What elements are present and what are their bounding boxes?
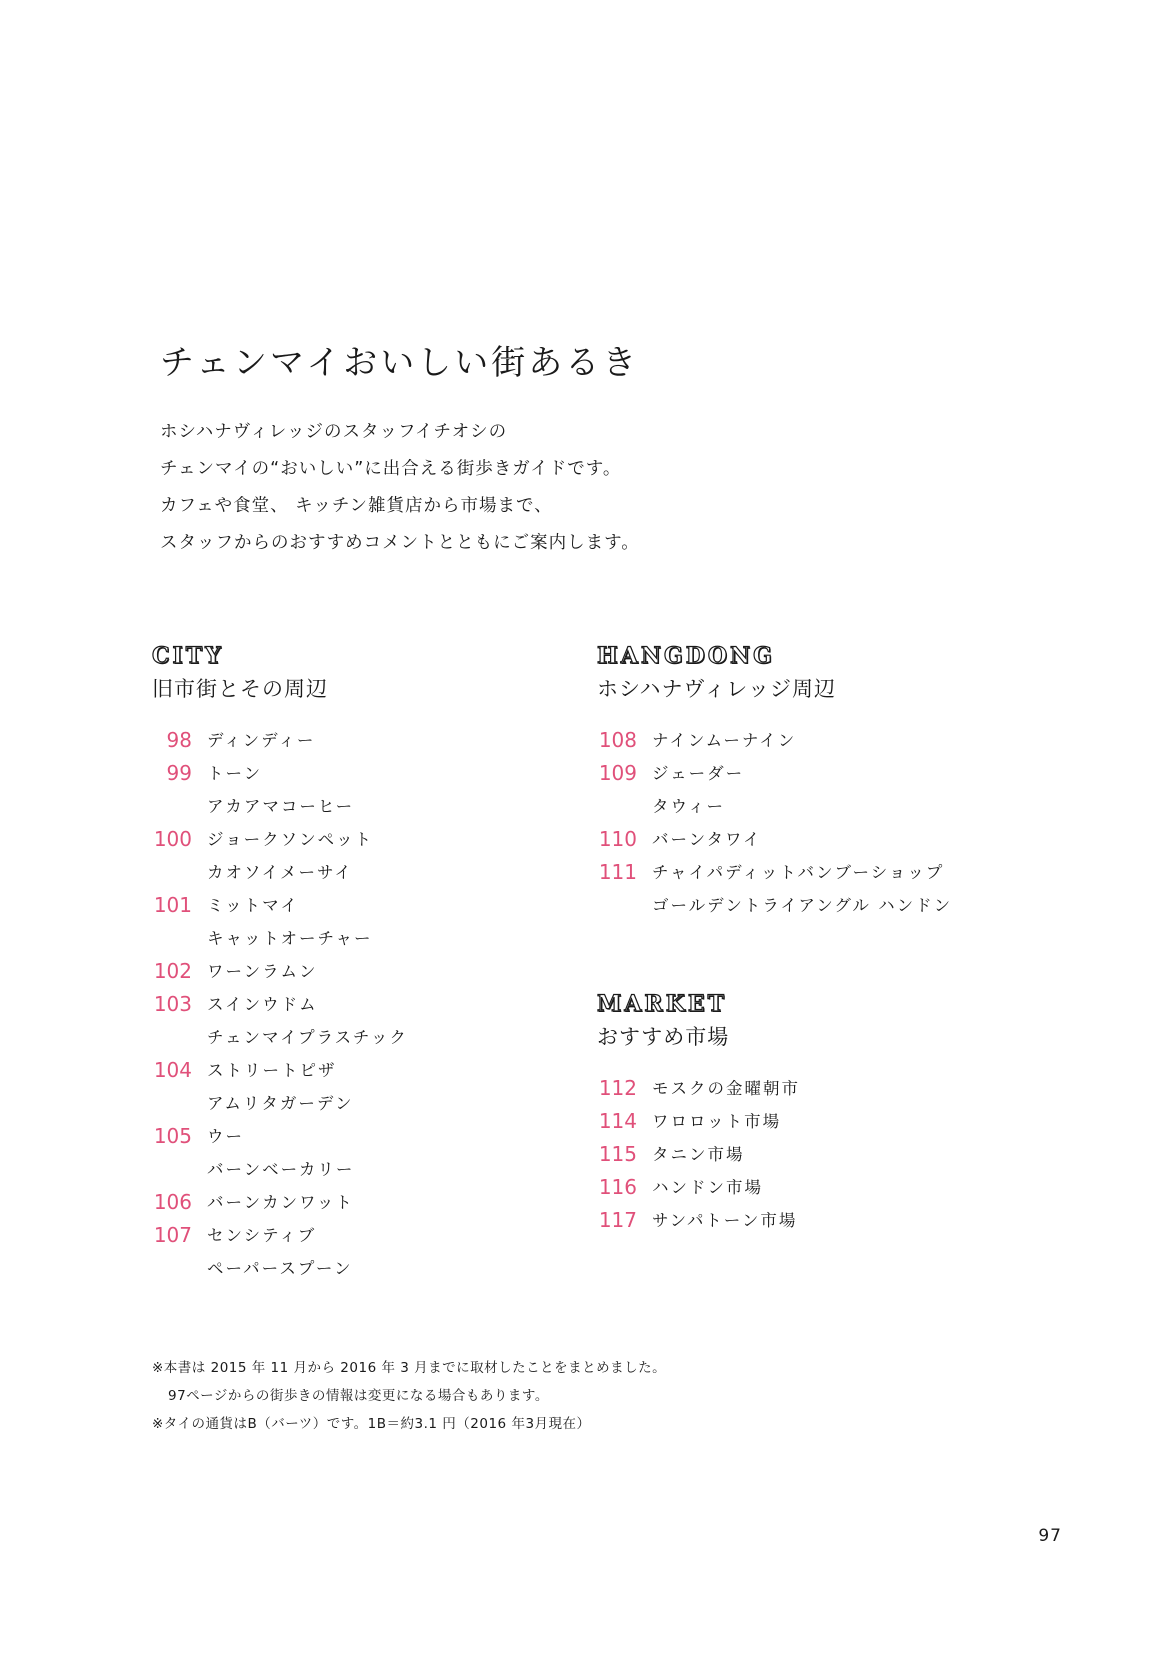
shop-name: スインウドム — [207, 995, 318, 1015]
shop-name: チェンマイプラスチック — [207, 1028, 408, 1048]
list-item — [597, 1138, 800, 1171]
intro-text — [160, 414, 780, 562]
footnote: 97ページからの街歩きの情報は変更になる場合もあります。 — [168, 1388, 549, 1404]
page-ref: 106 — [153, 1190, 192, 1215]
page-ref: 107 — [153, 1223, 192, 1248]
section-label-en: HANGDONG — [597, 643, 775, 669]
shop-name: ゴールデントライアングル ハンドン — [652, 896, 953, 916]
shop-name: カオソイメーサイ — [207, 863, 353, 883]
list-item — [152, 988, 408, 1054]
section-label-ja: ホシハナヴィレッジ周辺 — [597, 677, 837, 701]
shop-name: ミットマイ — [207, 896, 299, 916]
page-ref: 111 — [598, 860, 637, 885]
section-label-en: CITY — [152, 643, 224, 669]
list-item — [152, 757, 408, 823]
intro-line: スタッフからのおすすめコメントとともにご案内します。 — [160, 533, 640, 553]
shop-name: ワロロット市場 — [652, 1112, 782, 1132]
shop-name: ディンディー — [207, 731, 316, 751]
shop-name: ウー — [207, 1127, 244, 1147]
page-ref: 104 — [153, 1058, 192, 1083]
shop-name: キャットオーチャー — [207, 929, 373, 949]
list-item — [152, 1120, 408, 1186]
list-item — [152, 1219, 408, 1285]
page-ref: 98 — [166, 728, 192, 753]
page-title: チェンマイおいしい街あるき — [160, 343, 640, 383]
list-item — [597, 856, 952, 922]
shop-name: サンパトーン市場 — [652, 1211, 798, 1231]
intro-line: カフェや食堂、 キッチン雑貨店から市場まで、 — [160, 496, 553, 516]
page-ref: 114 — [598, 1109, 637, 1134]
shop-name: バーンベーカリー — [207, 1160, 355, 1180]
shop-name: ワーンラムン — [207, 962, 318, 982]
shop-name: チャイパディットバンブーショップ — [652, 863, 945, 883]
shop-name: ジェーダー — [652, 764, 745, 784]
page-ref: 110 — [598, 827, 637, 852]
footnote: ※本書は 2015 年 11 月から 2016 年 3 月までに取材したことをまとめました。 — [152, 1360, 667, 1376]
shop-name: ストリートピザ — [207, 1061, 337, 1081]
list-item — [152, 1054, 408, 1120]
page-ref: 99 — [166, 761, 192, 786]
list-item — [152, 724, 408, 757]
section-city — [152, 645, 408, 1285]
shop-name: アカアマコーヒー — [207, 797, 355, 817]
shop-name: バーンタワイ — [652, 830, 762, 850]
list-item — [152, 955, 408, 988]
page-ref: 105 — [153, 1124, 192, 1149]
page-ref: 100 — [153, 827, 192, 852]
section-label-ja: 旧市街とその周辺 — [152, 677, 328, 701]
list-item — [152, 823, 408, 889]
shop-name: ナインムーナイン — [652, 731, 797, 751]
list-item — [597, 1105, 800, 1138]
list-item — [597, 1072, 800, 1105]
entry-list — [152, 724, 408, 1285]
list-item — [597, 1171, 800, 1204]
footnote: ※タイの通貨はB（バーツ）です。1B＝約3.1 円（2016 年3月現在） — [152, 1416, 591, 1432]
entry-list — [597, 1072, 800, 1237]
section-hangdong — [597, 645, 952, 922]
page-ref: 103 — [153, 992, 192, 1017]
page-ref: 116 — [598, 1175, 637, 1200]
list-item — [597, 757, 952, 823]
shop-name: アムリタガーデン — [207, 1094, 354, 1114]
page-ref: 108 — [598, 728, 637, 753]
shop-name: ペーパースプーン — [207, 1259, 353, 1279]
list-item — [152, 889, 408, 955]
section-label-en: MARKET — [597, 991, 727, 1017]
page-number: 97 — [1038, 1526, 1062, 1546]
page-ref: 112 — [598, 1076, 637, 1101]
shop-name: タニン市場 — [652, 1145, 745, 1165]
shop-name: トーン — [207, 764, 263, 784]
footnotes — [152, 1354, 666, 1438]
list-item — [597, 724, 952, 757]
intro-line: ホシハナヴィレッジのスタッフイチオシの — [160, 422, 508, 442]
list-item — [597, 823, 952, 856]
list-item — [597, 1204, 800, 1237]
shop-name: モスクの金曜朝市 — [652, 1079, 800, 1099]
list-item — [152, 1186, 408, 1219]
section-label-ja: おすすめ市場 — [597, 1025, 730, 1049]
shop-name: ジョークソンペット — [207, 830, 374, 850]
intro-line: チェンマイの“おいしい”に出合える街歩きガイドです。 — [160, 459, 622, 479]
shop-name: バーンカンワット — [207, 1193, 354, 1213]
entry-list — [597, 724, 952, 922]
shop-name: タウィー — [652, 797, 726, 817]
shop-name: ハンドン市場 — [652, 1178, 763, 1198]
page-ref: 109 — [598, 761, 637, 786]
page-ref: 115 — [598, 1142, 637, 1167]
page-ref: 102 — [153, 959, 192, 984]
shop-name: センシティブ — [207, 1226, 317, 1246]
page-ref: 101 — [153, 893, 192, 918]
page-ref: 117 — [598, 1208, 637, 1233]
section-market — [597, 993, 800, 1237]
